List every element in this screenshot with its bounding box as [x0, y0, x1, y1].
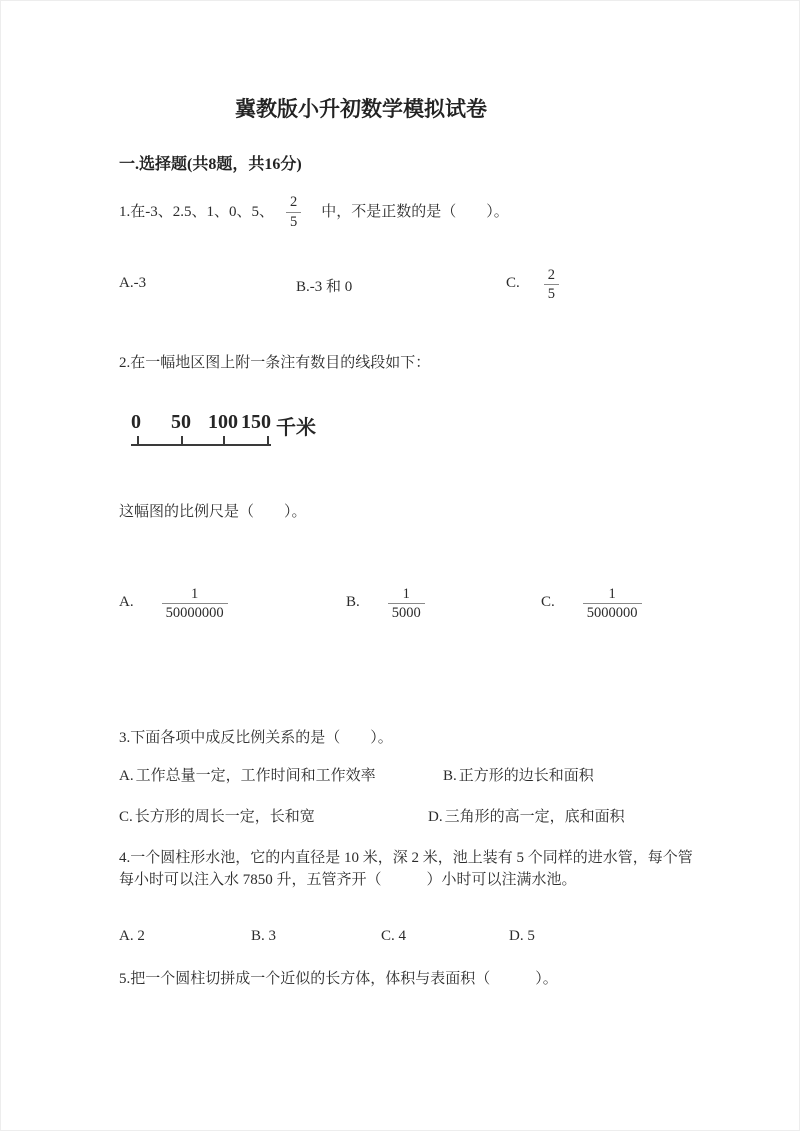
fraction-denominator: 5 [544, 284, 559, 302]
option-label: C. [119, 809, 133, 825]
question-3-options-row-1 [1, 764, 800, 786]
option-d [428, 805, 625, 826]
option-c [381, 928, 406, 945]
option-label: A. [119, 594, 134, 610]
scale-unit-label: 千米 [276, 417, 316, 439]
option-text: 三角形的高一定，底和面积 [444, 809, 625, 825]
map-scale-figure [131, 411, 361, 457]
option-a [119, 928, 145, 945]
fraction-denominator: 5000000 [583, 603, 642, 621]
option-text: 3 [268, 928, 277, 944]
option-label: C. [506, 275, 520, 291]
option-label: A. [119, 928, 134, 944]
scale-tick [223, 436, 225, 445]
option-text: 4 [398, 928, 407, 944]
fraction-denominator: 5000 [388, 603, 425, 621]
question-1-options-row [1, 267, 800, 307]
fraction-numerator: 2 [547, 267, 556, 283]
question-3-options-row-2 [1, 805, 800, 827]
option-label: A. [119, 768, 134, 784]
option-label: B. [443, 768, 457, 784]
question-4-options-row [1, 928, 800, 950]
option-b [251, 928, 276, 945]
option-text: 工作总量一定，工作时间和工作效率 [135, 768, 376, 784]
question-2-text: 2.在一幅地区图上附一条注有数目的线段如下： [119, 355, 431, 371]
option-label: A. [119, 275, 134, 291]
option-label: D. [428, 809, 443, 825]
question-2-prompt: 这幅图的比例尺是（ ）。 [119, 504, 307, 520]
scale-tick [267, 436, 269, 445]
section-header: 一.选择题(共8题，共16分) [119, 156, 302, 173]
fraction-numerator: 2 [290, 194, 298, 211]
option-a [119, 764, 376, 785]
scale-tick-label: 0 [131, 411, 141, 433]
option-b [296, 275, 352, 296]
option-label: B. [296, 279, 310, 295]
option-text: 5 [527, 928, 535, 944]
question-1 [119, 196, 509, 228]
option-text: 长方形的周长一定，长和宽 [134, 809, 315, 825]
option-c [119, 805, 315, 826]
option-b [443, 764, 594, 785]
scale-tick-label: 150 [241, 411, 271, 433]
option-b [346, 586, 425, 621]
option-c [541, 586, 642, 621]
scale-tick-label: 100 [208, 411, 238, 433]
scale-tick [137, 436, 139, 445]
option-c [506, 267, 559, 302]
option-a [119, 586, 228, 621]
question-2-options-row [1, 586, 800, 630]
fraction [583, 586, 642, 621]
option-text: 正方形的边长和面积 [458, 768, 594, 784]
option-text: -3 [133, 275, 147, 291]
question-4-text: 4.一个圆柱形水池，它的内直径是 10 米，深 2 米，池上装有 5 个同样的进水管，每个管每小时可以注入水 7850 升，五管齐开（ ）小时可以注满水池。 [119, 850, 693, 888]
scale-tick [181, 436, 183, 445]
fraction [286, 194, 301, 229]
option-label: C. [381, 928, 395, 944]
question-3-text: 3.下面各项中成反比例关系的是（ ）。 [119, 730, 393, 746]
scale-tick-label: 50 [171, 411, 191, 433]
fraction-denominator: 50000000 [162, 603, 228, 621]
page-title: 冀教版小升初数学模拟试卷 [235, 97, 487, 121]
fraction-denominator: 5 [286, 212, 301, 230]
scale-baseline [131, 444, 271, 446]
option-label: B. [251, 928, 265, 944]
option-a [119, 275, 146, 292]
option-d [509, 928, 535, 945]
question-5-text: 5.把一个圆柱切拼成一个近似的长方体，体积与表面积（ ）。 [119, 971, 558, 987]
option-label: D. [509, 928, 524, 944]
option-text: 2 [137, 928, 145, 944]
option-label: B. [346, 594, 360, 610]
fraction [544, 267, 559, 302]
fraction-numerator: 1 [190, 586, 199, 602]
fraction [162, 586, 228, 621]
fraction-numerator: 1 [608, 586, 616, 602]
question-1-text-suffix: 中，不是正数的是（ ）。 [321, 204, 509, 220]
question-1-text-prefix: 1.在-3、2.5、1、0、5、 [119, 204, 274, 220]
option-label: C. [541, 594, 555, 610]
fraction-numerator: 1 [402, 586, 410, 602]
option-text: -3 和 0 [309, 279, 353, 295]
fraction [388, 586, 425, 621]
